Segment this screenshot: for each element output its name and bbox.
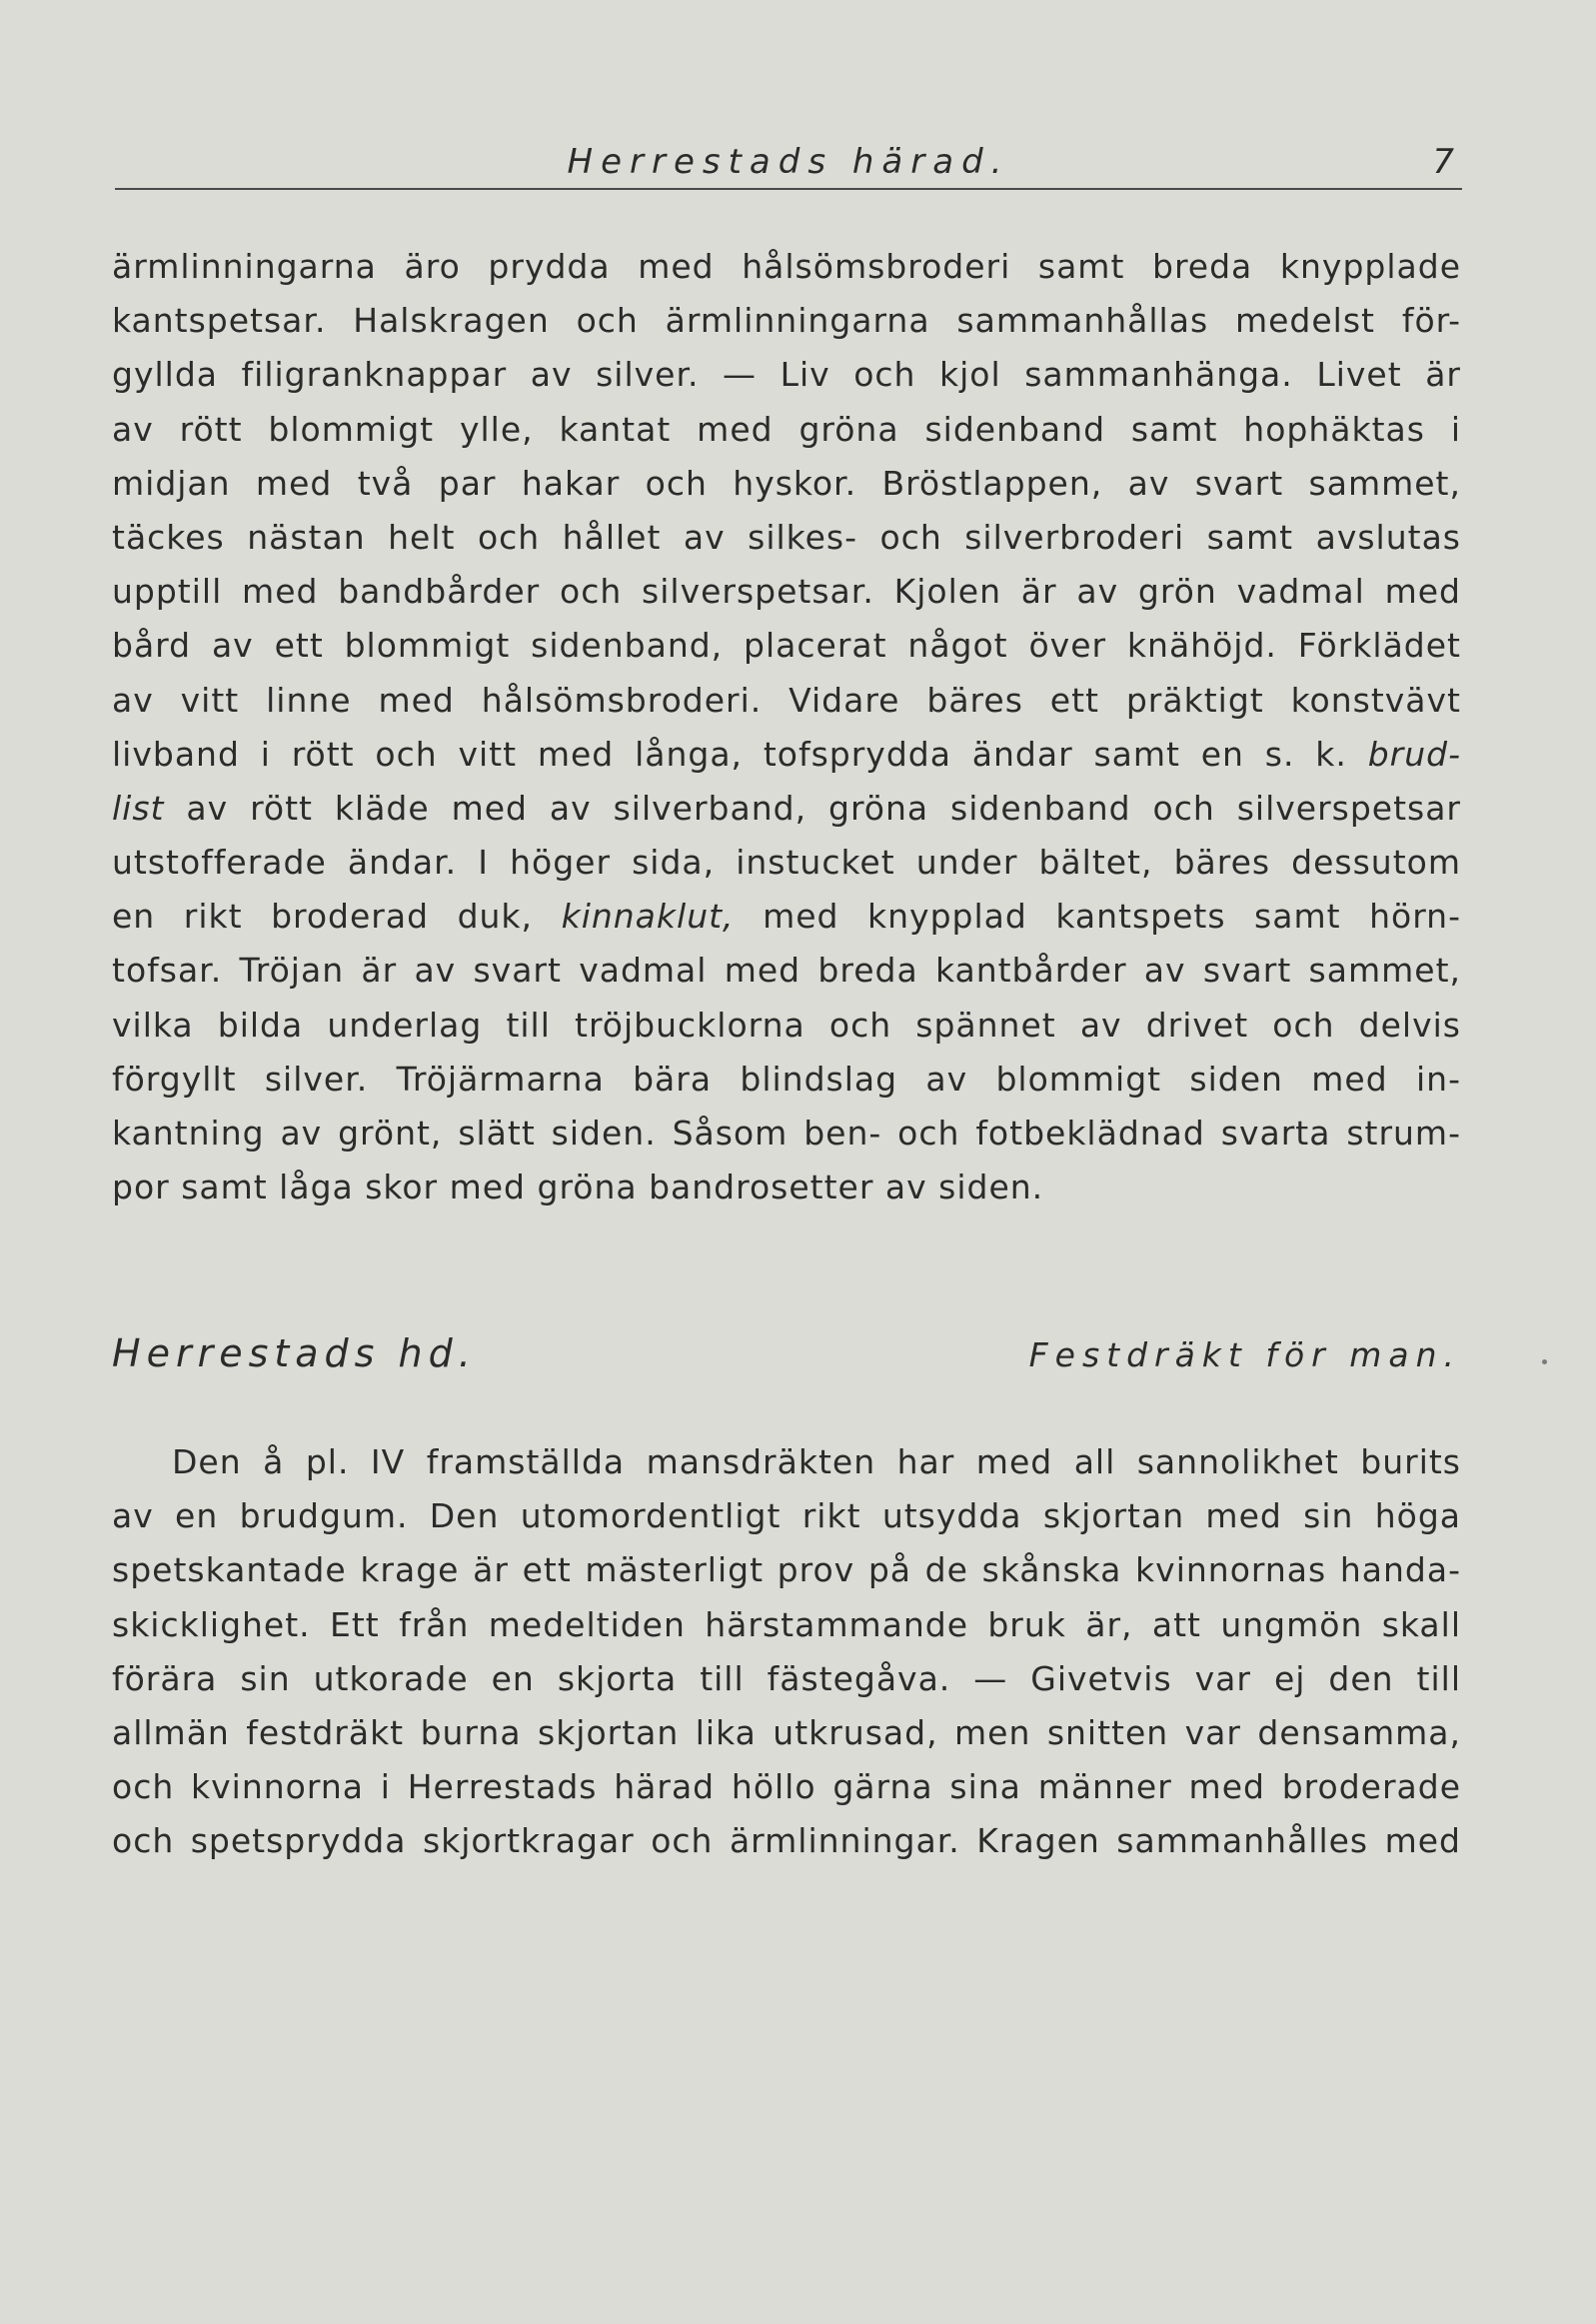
text-line: ärmlinningarna äro prydda med hålsömsbroderi samt breda knypplade	[112, 247, 1461, 286]
text-line: förära sin utkorade en skjorta till fästegåva. — Givetvis var ej den till	[112, 1658, 1461, 1698]
text-line: och spetsprydda skjortkragar och ärmlinningar. Kragen sammanhålles med	[112, 1821, 1461, 1861]
text-line: av vitt linne med hålsömsbroderi. Vidare bäres ett präktigt konstvävt	[112, 680, 1461, 720]
text-line: midjan med två par hakar och hyskor. Bröstlappen, av svart sammet,	[112, 463, 1461, 503]
text-line: av rött blommigt ylle, kantat med gröna sidenband samt hophäktas i	[112, 409, 1461, 449]
text-line: en rikt broderad duk, kinnaklut, med knypplad kantspets samt hörn-	[112, 897, 1462, 937]
text-line: allmän festdräkt burna skjortan lika utkrusad, men snitten var densamma,	[112, 1712, 1461, 1752]
text-line: Den å pl. IV framställda mansdräkten har med all sannolikhet burits	[172, 1442, 1461, 1481]
text-line: upptill med bandbårder och silverspetsar. Kjolen är av grön vadmal med	[112, 572, 1461, 612]
text-line: spetskantade krage är ett mästerligt prov på de skånska kvinnornas handa-	[112, 1550, 1461, 1590]
running-title: Herrestads härad.	[567, 142, 1010, 182]
paragraph-costume-man	[112, 1435, 1461, 1869]
text-line: livband i rött och vitt med långa, tofsprydda ändar samt en s. k. brud-	[112, 734, 1461, 774]
text-line: por samt låga skor med gröna bandrosetter av siden.	[112, 1167, 1044, 1207]
text-line: täckes nästan helt och hållet av silkes- och silverbroderi samt avslutas	[112, 517, 1461, 557]
text-line: gyllda filigranknappar av silver. — Liv och kjol sammanhänga. Livet är	[112, 355, 1461, 395]
page-header	[115, 138, 1462, 190]
text-line: skicklighet. Ett från medeltiden härstammande bruk är, att ungmön skall	[112, 1604, 1461, 1644]
paragraph-costume-woman	[112, 240, 1461, 1214]
section-heading	[112, 1331, 1461, 1381]
text-line: utstofferade ändar. I höger sida, instucket under bältet, bäres dessutom	[112, 843, 1461, 883]
text-line: list av rött kläde med av silverband, gröna sidenband och silverspetsar	[112, 788, 1461, 828]
text-line: kantning av grönt, slätt siden. Såsom ben- och fotbeklädnad svarta strum-	[112, 1114, 1461, 1153]
page-number: 7	[1432, 142, 1454, 182]
section-district: Herrestads hd.	[112, 1331, 477, 1375]
section-subject: Festdräkt för man.	[1028, 1335, 1461, 1374]
text-line: vilka bilda underlag till tröjbucklorna och spännet av drivet och delvis	[112, 1005, 1461, 1045]
text-line: förgyllt silver. Tröjärmarna bära blindslag av blommigt siden med in-	[112, 1059, 1461, 1099]
text-line: kantspetsar. Halskragen och ärmlinningarna sammanhållas medelst för-	[112, 301, 1461, 341]
text-line: av en brudgum. Den utomordentligt rikt utsydda skjortan med sin höga	[112, 1496, 1461, 1536]
margin-dot	[1542, 1359, 1547, 1364]
text-line: bård av ett blommigt sidenband, placerat något över knähöjd. Förklädet	[112, 626, 1461, 666]
text-line: och kvinnorna i Herrestads härad höllo gärna sina männer med broderade	[112, 1767, 1461, 1807]
text-line: tofsar. Tröjan är av svart vadmal med breda kantbårder av svart sammet,	[112, 951, 1461, 991]
